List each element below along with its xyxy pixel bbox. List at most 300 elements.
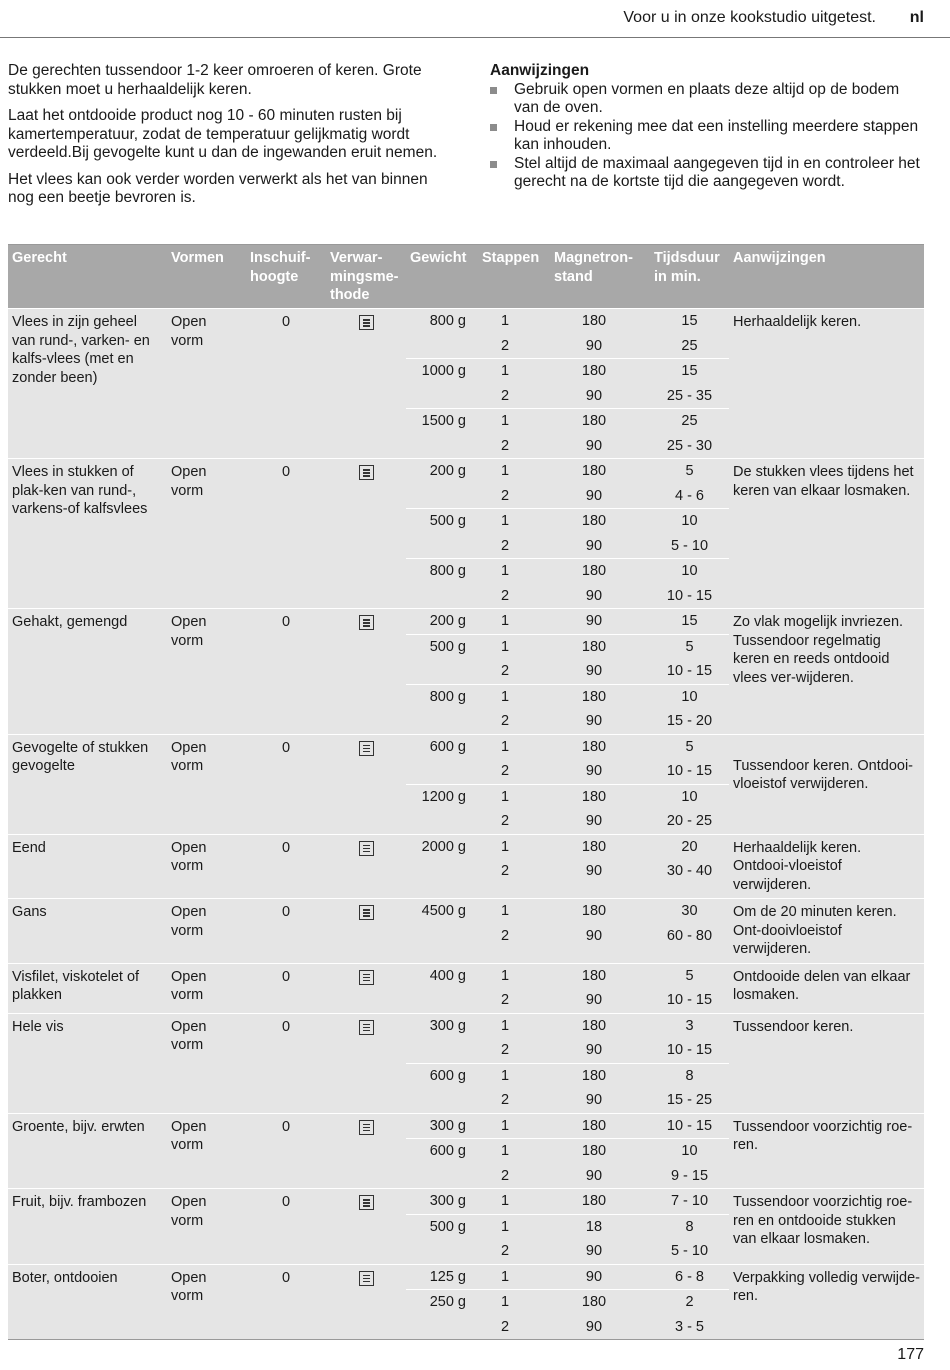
dish-note: Tussendoor keren. Ontdooi-vloeistof verwijderen. — [733, 757, 914, 792]
step-value: 2 — [500, 1092, 510, 1108]
duration-minutes: 15 — [681, 363, 698, 379]
duration-minutes: 20 - 25 — [666, 813, 713, 829]
step-row — [406, 988, 729, 1013]
table-row — [8, 1113, 924, 1189]
step-value: 2 — [500, 927, 510, 944]
shelf-height: 0 — [281, 1018, 291, 1035]
language-code: nl — [909, 9, 924, 26]
step-row — [406, 709, 729, 734]
weight-value: 500 g — [429, 638, 466, 655]
step-value: 2 — [500, 387, 510, 404]
weight-steps — [406, 835, 729, 899]
header-gewicht: Gewicht — [410, 250, 467, 266]
duration-minutes: 5 — [685, 738, 694, 755]
microwave-power: 90 — [585, 663, 603, 679]
square-bullet-icon — [490, 161, 497, 168]
dish-form: Open vorm — [171, 1269, 207, 1304]
intro-text — [8, 62, 448, 216]
weight-block — [406, 309, 729, 358]
dish-note: De stukken vlees tijdens het keren van elkaar losmaken. — [733, 464, 914, 499]
microwave-power: 90 — [585, 437, 603, 454]
step-row — [406, 1088, 729, 1113]
duration-minutes: 7 - 10 — [670, 1193, 709, 1209]
microwave-power: 90 — [585, 1042, 603, 1058]
microwave-method-icon — [359, 1271, 374, 1286]
heating-method — [326, 1014, 406, 1113]
step-row — [406, 759, 729, 784]
duration-minutes: 10 — [681, 513, 698, 529]
dish-form: Open vorm — [171, 314, 207, 349]
dish-name: Hele vis — [12, 1018, 64, 1035]
dish-name: Gevogelte of stukken gevogelte — [12, 739, 149, 774]
microwave-power: 90 — [585, 1318, 603, 1335]
step-value: 1 — [500, 638, 510, 655]
weight-block — [406, 735, 729, 784]
weight-steps — [406, 1189, 729, 1264]
microwave-method-icon — [359, 315, 374, 330]
microwave-power: 90 — [585, 1268, 603, 1285]
note-item — [490, 81, 920, 118]
step-value: 2 — [500, 1042, 510, 1058]
table-body — [8, 308, 924, 1339]
microwave-method-icon — [359, 615, 374, 630]
duration-minutes: 2 — [685, 1294, 694, 1310]
header-magnetronstand: Magnetron-stand — [554, 250, 633, 285]
note-item — [490, 155, 920, 192]
table-row — [8, 608, 924, 734]
step-row — [406, 509, 729, 534]
microwave-power: 180 — [581, 1143, 607, 1159]
step-value: 2 — [500, 1167, 510, 1184]
microwave-power: 180 — [581, 638, 607, 655]
notes-list — [490, 81, 920, 192]
weight-value: 1500 g — [421, 413, 466, 429]
microwave-power: 180 — [581, 1117, 607, 1134]
heating-method — [326, 1265, 406, 1340]
step-value: 2 — [500, 487, 510, 504]
weight-value: 600 g — [429, 1067, 466, 1084]
weight-block — [406, 358, 729, 408]
dish-note: Herhaaldelijk keren. Ontdooi-vloeistof verwijderen. — [733, 839, 862, 893]
table-row — [8, 963, 924, 1013]
microwave-power: 90 — [585, 613, 603, 629]
step-row — [406, 1265, 729, 1290]
step-row — [406, 899, 729, 924]
duration-minutes: 20 — [681, 838, 698, 855]
microwave-method-icon — [359, 465, 374, 480]
step-value: 1 — [500, 1218, 510, 1235]
weight-value: 300 g — [429, 1117, 466, 1134]
weight-value: 800 g — [429, 688, 466, 705]
dish-form: Open vorm — [171, 464, 207, 499]
duration-minutes: 30 — [681, 903, 698, 919]
dish-form: Open vorm — [171, 614, 207, 649]
microwave-power: 180 — [581, 1193, 607, 1209]
step-value: 2 — [500, 1318, 510, 1335]
shelf-height: 0 — [281, 1194, 291, 1210]
weight-value: 600 g — [429, 1143, 466, 1159]
step-value: 1 — [500, 313, 510, 329]
weight-value: 400 g — [429, 967, 466, 984]
duration-minutes: 10 - 15 — [666, 763, 713, 779]
header-tijdsduur-line1: Tijdsduur — [654, 250, 720, 266]
heating-method — [326, 835, 406, 899]
duration-minutes: 5 — [685, 638, 694, 655]
duration-minutes: 9 - 15 — [670, 1167, 709, 1184]
duration-minutes: 10 - 15 — [666, 663, 713, 679]
shelf-height: 0 — [281, 904, 291, 920]
weight-block — [406, 1138, 729, 1188]
heating-method — [326, 899, 406, 963]
table-row — [8, 1188, 924, 1264]
intro-paragraph: Het vlees kan ook verder worden verwerkt als het van binnen nog een beetje bevroren is. — [8, 170, 428, 206]
header-verwarmingsmethode: Verwar-mingsme-thode — [330, 250, 399, 303]
duration-minutes: 5 - 10 — [670, 537, 709, 554]
step-row — [406, 1189, 729, 1214]
microwave-power: 180 — [581, 1067, 607, 1084]
header-title: Voor u in onze kookstudio uitgetest. — [623, 9, 876, 26]
step-row — [406, 835, 729, 860]
microwave-method-icon — [359, 970, 374, 985]
weight-block — [406, 899, 729, 948]
shelf-height: 0 — [281, 1269, 291, 1286]
intro-paragraph: De gerechten tussendoor 1-2 keer omroeren of keren. Grote stukken moet u herhaaldelijk keren. — [8, 62, 422, 98]
microwave-power: 180 — [581, 1294, 607, 1310]
shelf-height: 0 — [281, 1118, 291, 1135]
step-row — [406, 1164, 729, 1189]
step-row — [406, 735, 729, 760]
weight-block — [406, 1289, 729, 1339]
note-text: Gebruik open vormen en plaats deze altijd op de bodem van de oven. — [514, 80, 900, 116]
step-row — [406, 384, 729, 409]
weight-value: 800 g — [429, 563, 466, 579]
heating-method — [326, 609, 406, 734]
step-value: 1 — [500, 513, 510, 529]
weight-steps — [406, 459, 729, 608]
step-value: 2 — [500, 992, 510, 1008]
microwave-method-icon — [359, 1120, 374, 1135]
weight-value: 200 g — [429, 463, 466, 479]
duration-minutes: 8 — [685, 1067, 694, 1084]
step-value: 1 — [500, 613, 510, 629]
duration-minutes: 15 - 20 — [666, 713, 713, 729]
dish-note: Verpakking volledig verwijde-ren. — [733, 1269, 920, 1304]
header-gerecht: Gerecht — [12, 250, 67, 266]
step-value: 1 — [500, 413, 510, 429]
microwave-power: 180 — [581, 788, 607, 805]
step-row — [406, 434, 729, 459]
step-row — [406, 1064, 729, 1089]
dish-name: Gans — [12, 904, 47, 920]
step-value: 2 — [500, 537, 510, 554]
microwave-power: 180 — [581, 363, 607, 379]
duration-minutes: 10 — [681, 688, 698, 705]
page-header — [0, 0, 950, 38]
notes-heading: Aanwijzingen — [490, 62, 590, 79]
step-value: 1 — [500, 563, 510, 579]
microwave-method-icon — [359, 841, 374, 856]
weight-steps — [406, 309, 729, 458]
step-value: 2 — [500, 813, 510, 829]
shelf-height: 0 — [281, 614, 291, 630]
duration-minutes: 15 — [681, 313, 698, 329]
header-aanwijzingen: Aanwijzingen — [733, 250, 826, 266]
microwave-power: 180 — [581, 513, 607, 529]
weight-value: 300 g — [429, 1017, 466, 1034]
duration-minutes: 15 — [681, 613, 698, 629]
weight-block — [406, 684, 729, 734]
step-value: 1 — [500, 738, 510, 755]
dish-note: Zo vlak mogelijk invriezen. Tussendoor regelmatig keren en reeds ontdooid vlees ver-wijderen. — [733, 614, 904, 686]
microwave-power: 90 — [585, 387, 603, 404]
weight-value: 125 g — [429, 1268, 466, 1285]
step-value: 1 — [500, 1117, 510, 1134]
weight-block — [406, 459, 729, 508]
heating-method — [326, 964, 406, 1013]
step-row — [406, 1038, 729, 1063]
square-bullet-icon — [490, 87, 497, 94]
microwave-power: 180 — [581, 838, 607, 855]
weight-block — [406, 1063, 729, 1113]
microwave-power: 18 — [585, 1218, 603, 1235]
duration-minutes: 30 - 40 — [666, 863, 713, 879]
weight-value: 1200 g — [421, 788, 466, 805]
weight-value: 200 g — [429, 613, 466, 629]
header-stappen: Stappen — [482, 250, 540, 266]
microwave-power: 180 — [581, 463, 607, 479]
weight-block — [406, 609, 729, 634]
step-value: 2 — [500, 1243, 510, 1259]
table-header — [8, 244, 924, 308]
microwave-power: 180 — [581, 738, 607, 755]
dish-name: Visfilet, viskotelet of plakken — [12, 968, 140, 1003]
step-value: 2 — [500, 713, 510, 729]
duration-minutes: 10 - 15 — [666, 587, 713, 604]
duration-minutes: 10 - 15 — [666, 992, 713, 1008]
weight-steps — [406, 1114, 729, 1189]
duration-minutes: 3 - 5 — [674, 1318, 704, 1335]
microwave-power: 180 — [581, 1017, 607, 1034]
step-row — [406, 1215, 729, 1240]
shelf-height: 0 — [281, 839, 291, 856]
weight-block — [406, 964, 729, 1013]
duration-minutes: 25 — [681, 337, 698, 354]
table-row — [8, 458, 924, 608]
weight-block — [406, 835, 729, 884]
weight-steps — [406, 609, 729, 734]
microwave-method-icon — [359, 905, 374, 920]
header-vormen: Vormen — [171, 250, 224, 266]
microwave-power: 180 — [581, 903, 607, 919]
dish-note: Herhaaldelijk keren. — [733, 314, 862, 330]
step-value: 1 — [500, 903, 510, 919]
dish-name: Vlees in stukken of plak-ken van rund-, varkens-of kalfsvlees — [12, 464, 148, 517]
step-value: 1 — [500, 838, 510, 855]
weight-block — [406, 634, 729, 684]
step-row — [406, 685, 729, 710]
microwave-power: 90 — [585, 337, 603, 354]
step-value: 2 — [500, 663, 510, 679]
duration-minutes: 10 — [681, 1143, 698, 1159]
duration-minutes: 3 — [685, 1017, 694, 1034]
microwave-power: 180 — [581, 688, 607, 705]
heating-method — [326, 309, 406, 458]
note-item — [490, 118, 920, 155]
microwave-power: 180 — [581, 563, 607, 579]
microwave-power: 90 — [585, 863, 603, 879]
duration-minutes: 10 - 15 — [666, 1117, 713, 1134]
heating-method — [326, 1189, 406, 1264]
step-value: 1 — [500, 967, 510, 984]
weight-steps — [406, 964, 729, 1013]
duration-minutes: 10 — [681, 563, 698, 579]
weight-value: 2000 g — [421, 838, 466, 855]
microwave-power: 90 — [585, 587, 603, 604]
microwave-power: 90 — [585, 1243, 603, 1259]
dish-note: Tussendoor voorzichtig roe-ren. — [733, 1118, 913, 1153]
step-value: 1 — [500, 1017, 510, 1034]
step-row — [406, 924, 729, 949]
step-row — [406, 1239, 729, 1264]
step-row — [406, 809, 729, 834]
weight-block — [406, 1189, 729, 1214]
weight-value: 250 g — [429, 1294, 466, 1310]
weight-steps — [406, 1014, 729, 1113]
microwave-power: 90 — [585, 763, 603, 779]
duration-minutes: 25 - 35 — [666, 387, 713, 404]
dish-name: Gehakt, gemengd — [12, 614, 128, 630]
dish-form: Open vorm — [171, 1194, 207, 1229]
dish-form: Open vorm — [171, 904, 207, 939]
step-row — [406, 1014, 729, 1039]
microwave-power: 180 — [581, 967, 607, 984]
step-row — [406, 459, 729, 484]
step-value: 1 — [500, 688, 510, 705]
step-row — [406, 409, 729, 434]
dish-note: Tussendoor keren. — [733, 1018, 854, 1035]
duration-minutes: 4 - 6 — [674, 487, 704, 504]
header-tijdsduur — [650, 245, 729, 308]
microwave-power: 90 — [585, 713, 603, 729]
step-value: 1 — [500, 1268, 510, 1285]
step-row — [406, 1290, 729, 1315]
dish-name: Boter, ontdooien — [12, 1269, 118, 1286]
step-row — [406, 334, 729, 359]
weight-block — [406, 558, 729, 608]
microwave-power: 180 — [581, 413, 607, 429]
duration-minutes: 5 — [685, 463, 694, 479]
step-value: 1 — [500, 1143, 510, 1159]
header-inschuifhoogte: Inschuif-hoogte — [250, 250, 311, 285]
table-row — [8, 1013, 924, 1113]
dish-note: Om de 20 minuten keren. Ont-dooivloeistof verwijderen. — [733, 904, 897, 957]
duration-minutes: 60 - 80 — [666, 927, 713, 944]
step-row — [406, 1315, 729, 1340]
step-value: 1 — [500, 463, 510, 479]
shelf-height: 0 — [281, 968, 291, 985]
microwave-power: 90 — [585, 537, 603, 554]
dish-form: Open vorm — [171, 739, 207, 774]
weight-value: 600 g — [429, 738, 466, 755]
weight-block — [406, 1214, 729, 1264]
duration-minutes: 6 - 8 — [674, 1268, 704, 1285]
microwave-power: 90 — [585, 1167, 603, 1184]
dish-name: Vlees in zijn geheel van rund-, varken- en kalfs-vlees (met en zonder been) — [12, 314, 150, 386]
duration-minutes: 25 - 30 — [666, 437, 713, 454]
dish-form: Open vorm — [171, 1018, 207, 1053]
shelf-height: 0 — [281, 314, 291, 330]
step-row — [406, 964, 729, 989]
heating-method — [326, 459, 406, 608]
table-row — [8, 734, 924, 834]
heating-method — [326, 735, 406, 834]
weight-block — [406, 1265, 729, 1290]
step-row — [406, 859, 729, 884]
weight-value: 500 g — [429, 1218, 466, 1235]
step-row — [406, 1114, 729, 1139]
step-value: 2 — [500, 763, 510, 779]
dish-name: Fruit, bijv. frambozen — [12, 1194, 147, 1210]
note-text: Stel altijd de maximaal aangegeven tijd in en controleer het gerecht na de kortste tijd die aangegeven wordt. — [514, 154, 920, 190]
heating-method — [326, 1114, 406, 1189]
step-row — [406, 484, 729, 509]
step-row — [406, 534, 729, 559]
duration-minutes: 25 — [681, 413, 698, 429]
microwave-power: 90 — [585, 487, 603, 504]
page-number: 177 — [897, 1346, 924, 1363]
microwave-method-icon — [359, 741, 374, 756]
dish-form: Open vorm — [171, 968, 207, 1003]
step-value: 1 — [500, 1294, 510, 1310]
weight-steps — [406, 735, 729, 834]
step-row — [406, 635, 729, 660]
dish-form: Open vorm — [171, 1118, 207, 1153]
duration-minutes: 10 — [681, 788, 698, 805]
table-row — [8, 898, 924, 963]
step-row — [406, 309, 729, 334]
step-value: 2 — [500, 437, 510, 454]
weight-steps — [406, 899, 729, 963]
header-tijdsduur-line2: in min. — [654, 268, 701, 285]
microwave-power: 90 — [585, 927, 603, 944]
intro-paragraph: Laat het ontdooide product nog 10 - 60 minuten rusten bij kamertemperatuur, zodat de temperatuur gelijkmatig wordt verdeeld.Bij gevogelte kunt u dan de ingewanden eruit nemen. — [8, 107, 438, 161]
step-value: 2 — [500, 863, 510, 879]
microwave-method-icon — [359, 1195, 374, 1210]
step-row — [406, 1139, 729, 1164]
microwave-method-icon — [359, 1020, 374, 1035]
notes-section — [490, 62, 920, 192]
step-row — [406, 659, 729, 684]
weight-block — [406, 508, 729, 558]
weight-value: 1000 g — [421, 363, 466, 379]
step-row — [406, 609, 729, 634]
dish-note: Ontdooide delen van elkaar losmaken. — [733, 968, 911, 1003]
dish-note: Tussendoor voorzichtig roe-ren en ontdooide stukken van elkaar losmaken. — [733, 1194, 913, 1247]
step-value: 1 — [500, 1067, 510, 1084]
weight-value: 800 g — [429, 313, 466, 329]
note-text: Houd er rekening mee dat een instelling meerdere stappen kan inhouden. — [514, 117, 919, 153]
defrost-table — [8, 244, 924, 1340]
shelf-height: 0 — [281, 739, 291, 756]
shelf-height: 0 — [281, 464, 291, 480]
microwave-power: 90 — [585, 992, 603, 1008]
step-value: 2 — [500, 587, 510, 604]
duration-minutes: 10 - 15 — [666, 1042, 713, 1058]
duration-minutes: 5 - 10 — [670, 1243, 709, 1259]
weight-block — [406, 408, 729, 458]
weight-value: 500 g — [429, 513, 466, 529]
table-row — [8, 308, 924, 458]
